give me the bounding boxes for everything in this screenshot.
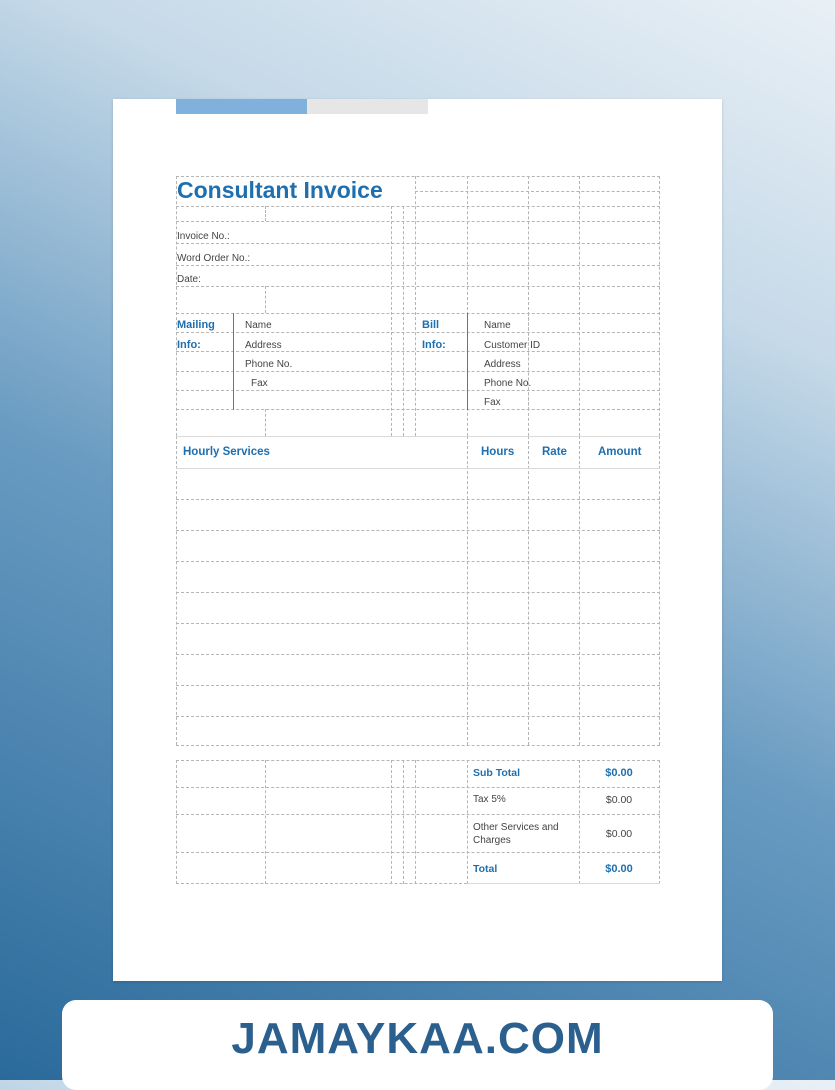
footer-banner: [62, 1000, 773, 1090]
subtotal-label: Sub Total: [473, 767, 521, 779]
other-charges-value: $0.00: [605, 828, 633, 840]
bill-info-label: Info:: [422, 339, 446, 351]
bill-label: Bill: [422, 319, 440, 331]
col-amount: Amount: [598, 446, 642, 458]
bill-customer-id-field: Customer ID: [484, 340, 541, 351]
mailing-phone-field: Phone No.: [245, 359, 293, 370]
invoice-title: Consultant Invoice: [177, 177, 383, 203]
invoice-page: [113, 99, 722, 981]
mailing-label: Mailing: [177, 319, 215, 331]
bill-phone-field: Phone No.: [484, 378, 532, 389]
total-label: Total: [473, 863, 498, 875]
mailing-info-label: Info:: [177, 339, 201, 351]
col-hours: Hours: [481, 446, 515, 458]
col-hourly-services: Hourly Services: [183, 446, 270, 458]
date-label: Date:: [177, 274, 201, 285]
work-order-label: Word Order No.:: [177, 253, 251, 264]
bill-fax-field: Fax: [484, 397, 501, 408]
bill-name-field: Name: [484, 320, 511, 331]
brand-name: JAMAYKAA.COM: [231, 1014, 604, 1063]
header-tab-blue: [176, 99, 307, 114]
other-charges-label-line2: Charges: [473, 835, 511, 846]
other-charges-label-line1: Other Services and: [473, 822, 559, 833]
mailing-address-field: Address: [245, 340, 282, 351]
mailing-fax-field: Fax: [251, 378, 268, 389]
mailing-name-field: Name: [245, 320, 272, 331]
tax-label: Tax 5%: [473, 794, 506, 805]
col-rate: Rate: [542, 446, 567, 458]
tax-value: $0.00: [605, 794, 633, 806]
total-value: $0.00: [605, 863, 633, 875]
subtotal-value: $0.00: [605, 767, 633, 779]
header-tab-gray: [307, 99, 428, 114]
invoice-number-label: Invoice No.:: [177, 231, 230, 242]
bill-address-field: Address: [484, 359, 521, 370]
